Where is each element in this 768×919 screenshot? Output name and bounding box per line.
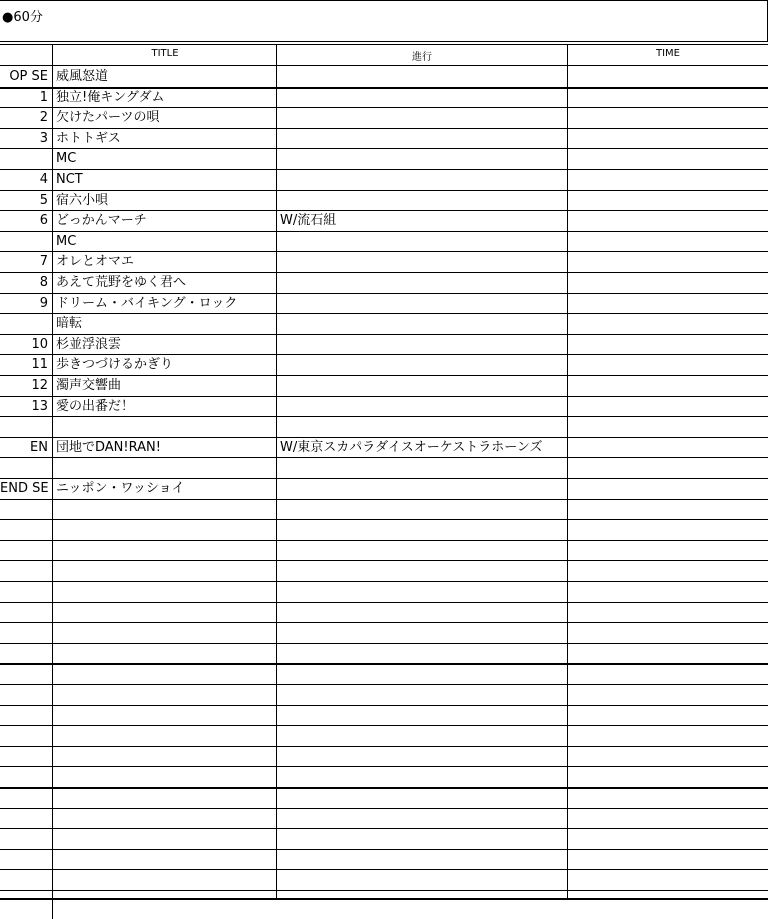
song-number: 2: [39, 110, 48, 125]
row-divider: [0, 560, 768, 561]
song-number: 12: [31, 378, 48, 393]
row-divider: [0, 602, 768, 603]
song-title: ドリーム・バイキング・ロック: [56, 296, 238, 311]
song-number: 3: [39, 131, 48, 146]
song-number: 9: [39, 296, 48, 311]
song-number: END SE: [0, 481, 49, 496]
song-title: 暗転: [56, 316, 83, 331]
song-number: 6: [39, 213, 48, 228]
song-title: オレとオマエ: [56, 254, 135, 269]
row-divider: [0, 869, 768, 870]
song-title: 愛の出番だ！: [56, 399, 135, 414]
column-divider-num: [52, 44, 53, 919]
row-divider: [0, 828, 768, 829]
row-divider: [0, 725, 768, 726]
song-number: 1: [39, 90, 48, 105]
song-title: NCT: [56, 172, 83, 187]
row-divider: [0, 787, 768, 789]
row-divider: [0, 766, 768, 767]
column-divider-title: [276, 44, 277, 898]
row-divider: [0, 190, 768, 191]
row-divider: [0, 581, 768, 582]
row-divider: [0, 169, 768, 170]
song-number: 4: [39, 172, 48, 187]
song-number: 7: [39, 254, 48, 269]
row-divider: [0, 890, 768, 891]
song-title: MC: [56, 151, 77, 166]
song-progress-note: W/流石組: [280, 213, 337, 228]
row-divider: [0, 849, 768, 850]
row-divider: [0, 643, 768, 644]
duration-label: ●60分: [2, 10, 43, 25]
header-divider: [0, 41, 768, 42]
song-title: 団地でDAN!RAN!: [56, 440, 161, 455]
song-number: EN: [30, 440, 48, 455]
song-number: 10: [31, 337, 48, 352]
row-divider: [0, 519, 768, 520]
row-divider: [0, 540, 768, 541]
song-title: 威風怒道: [56, 69, 109, 84]
song-number: 11: [31, 357, 48, 372]
column-header-time: TIME: [655, 48, 680, 59]
row-divider: [0, 622, 768, 623]
row-divider: [0, 705, 768, 706]
song-title: どっかんマーチ: [56, 213, 147, 228]
song-title: 濁声交響曲: [56, 378, 122, 393]
song-progress-note: W/東京スカパラダイスオーケストラホーンズ: [280, 440, 543, 455]
header-box: [0, 0, 768, 42]
song-number: OP SE: [9, 69, 48, 84]
row-divider: [0, 808, 768, 809]
column-divider-progress: [567, 44, 568, 898]
song-title: 杉並浮浪雲: [56, 337, 122, 352]
column-header-title: TITLE: [151, 48, 179, 59]
song-title: 宿六小唄: [56, 193, 109, 208]
row-divider: [0, 746, 768, 747]
song-title: ホトトギス: [56, 131, 121, 146]
row-divider: [0, 684, 768, 685]
column-header-bottom: [0, 65, 768, 66]
song-title: 歩きつづけるかぎり: [56, 357, 174, 372]
column-header-progress: 進行: [412, 52, 432, 63]
row-divider: [0, 663, 768, 665]
song-title: 独立!俺キングダム: [56, 90, 165, 105]
song-number: 5: [39, 193, 48, 208]
song-title: MC: [56, 234, 77, 249]
song-number: 8: [39, 275, 48, 290]
column-header-top: [0, 44, 768, 45]
table-bottom-line: [0, 898, 768, 900]
row-divider: [0, 231, 768, 232]
song-title: ニッポン・ワッショイ: [56, 481, 185, 496]
song-number: 13: [31, 399, 48, 414]
song-title: 欠けたパーツの唄: [56, 110, 160, 125]
row-divider: [0, 499, 768, 500]
song-title: あえて荒野をゆく君へ: [56, 275, 187, 290]
